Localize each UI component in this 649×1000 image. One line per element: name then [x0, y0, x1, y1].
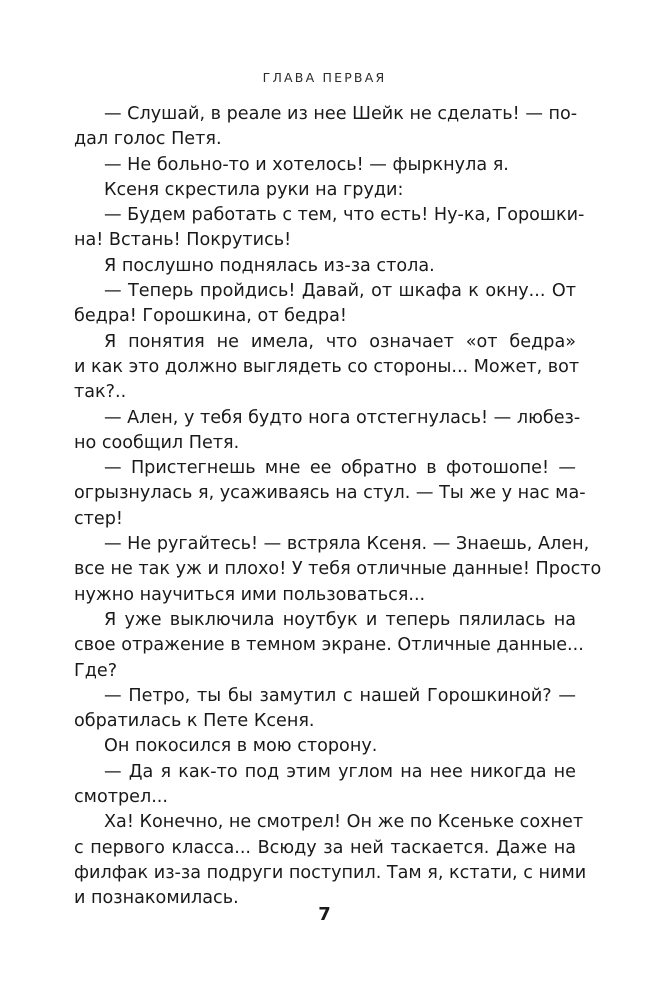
text-line: — Да я как-то под этим углом на нее никогда не [104, 761, 576, 782]
text-line: дал голос Петя. [74, 129, 222, 150]
text-line: Я понятия не имела, что означает «от бедра» [104, 331, 576, 352]
text-line: свое отражение в темном экране. Отличные данные... [74, 635, 584, 656]
text-line: стер! [74, 508, 123, 529]
text-line: смотрел... [74, 787, 168, 808]
text-line: Я послушно поднялась из-за стола. [104, 255, 435, 276]
text-line: — Теперь пройдись! Давай, от шкафа к окну... От [104, 281, 576, 302]
text-line: на! Встань! Покрутись! [74, 230, 292, 251]
text-line: — Петро, ты бы замутил с нашей Горошкиной? — [104, 685, 576, 706]
text-line: бедра! Горошкина, от бедра! [74, 306, 347, 327]
text-line: с первого класса... Всюду за ней таскается. Даже на [74, 837, 576, 858]
text-line: так?.. [74, 382, 127, 403]
text-line: Ха! Конечно, не смотрел! Он же по Ксеньке сохнет [104, 812, 584, 833]
text-line: Я уже выключила ноутбук и теперь пялилась на [104, 609, 576, 630]
text-line: — Не ругайтесь! — встряла Ксеня. — Знаешь, Ален, [104, 534, 590, 555]
text-line: — Пристегнешь мне ее обратно в фотошопе! — [104, 458, 576, 479]
running-head: ГЛАВА ПЕРВАЯ [262, 70, 387, 85]
body-text [74, 102, 602, 912]
text-line: филфак из-за подруги поступил. Там я, кстати, с ними [74, 862, 587, 883]
text-line: все не так уж и плохо! У тебя отличные данные! Просто [74, 559, 602, 580]
text-line: и как это должно выглядеть со стороны... Может, вот [74, 356, 580, 377]
text-line: — Ален, у тебя будто нога отстегнулась! — любез- [104, 407, 581, 428]
text-line: — Будем работать с тем, что есть! Ну-ка, Горошки- [104, 205, 585, 226]
text-line: нужно научиться ими пользоваться... [74, 584, 426, 605]
text-line: — Слушай, в реале из нее Шейк не сделать! — по- [104, 104, 578, 124]
text-line: Ксеня скрестила руки на груди: [104, 179, 404, 200]
text-line: Где? [74, 660, 118, 681]
text-line: Он покосился в мою сторону. [104, 736, 378, 757]
text-line: и познакомилась. [74, 888, 239, 909]
page-number: 7 [318, 904, 331, 925]
text-line: огрызнулась я, усаживаясь на стул. — Ты же у нас ма- [74, 483, 586, 504]
text-line: — Не больно-то и хотелось! — фыркнула я. [104, 154, 509, 175]
text-line: обратилась к Пете Ксеня. [74, 711, 315, 732]
text-line: но сообщил Петя. [74, 432, 240, 453]
